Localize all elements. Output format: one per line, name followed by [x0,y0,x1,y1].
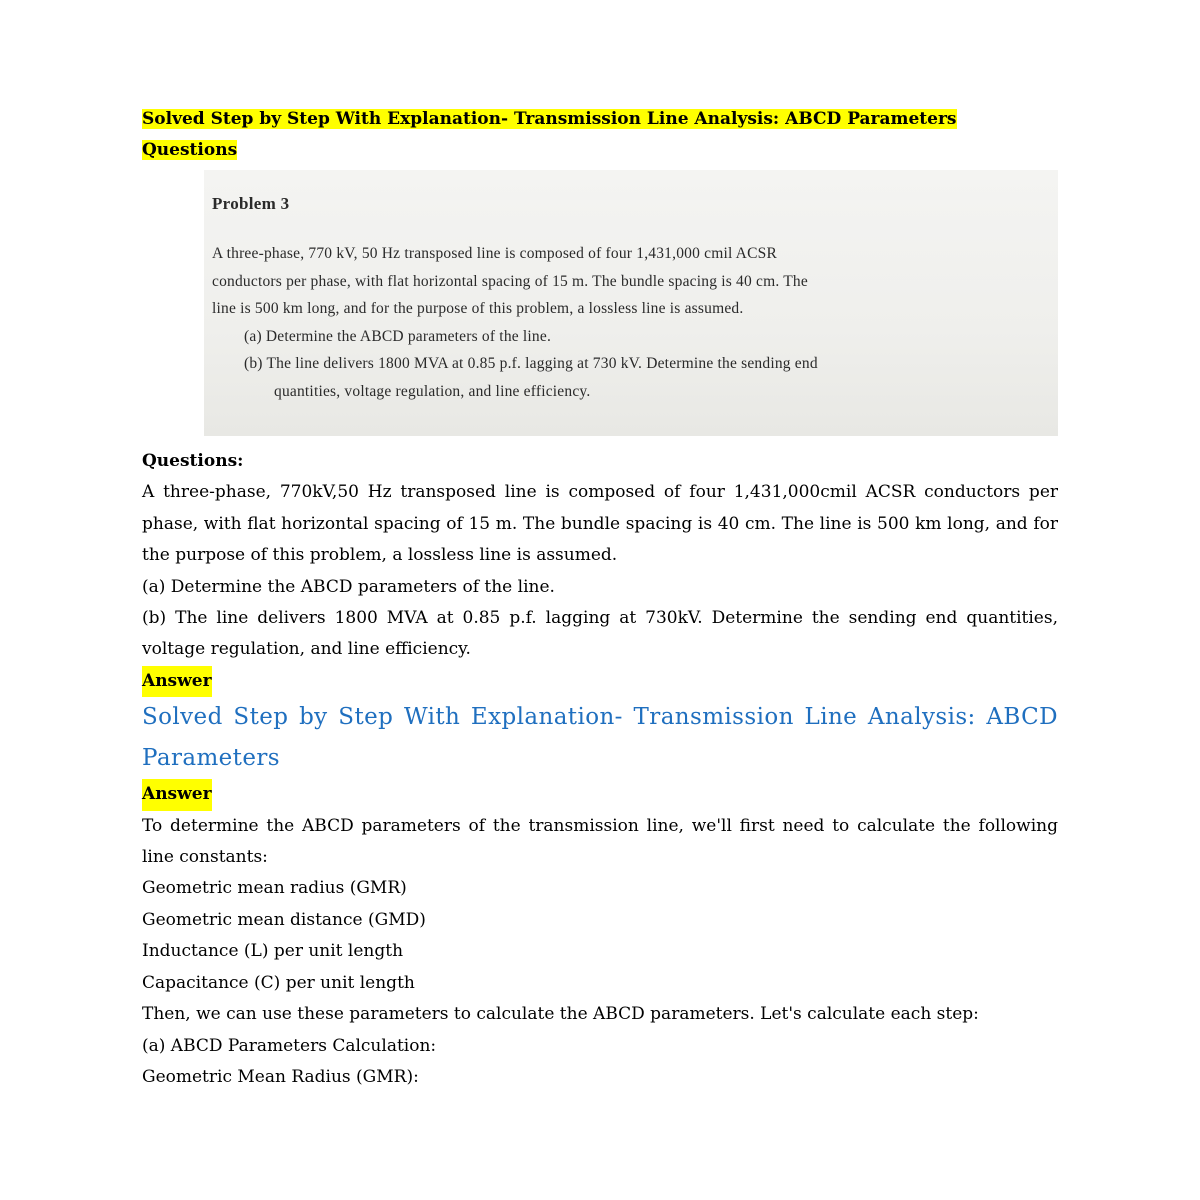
answer-then: Then, we can use these parameters to calculate the ABCD parameters. Let's calculate each step: [142,1004,979,1025]
title-line-2: Questions [142,140,238,160]
problem-line: (b) The line delivers 1800 MVA at 0.85 p.f. lagging at 730 kV. Determine the sending end [244,355,818,372]
problem-line: quantities, voltage regulation, and line efficiency. [274,382,591,400]
questions-heading: Questions: [142,451,244,471]
problem-scan-image [204,170,1058,436]
question-part-a: (a) Determine the ABCD parameters of the line. [142,576,555,597]
problem-line: line is 500 km long, and for the purpose of this problem, a lossless line is assumed. [212,300,744,317]
list-item: Geometric mean radius (GMR) [142,878,407,899]
problem-line: (a) Determine the ABCD parameters of the line. [244,327,552,345]
section-heading: Solved Step by Step With Explanation- Transmission Line Analysis: ABCD Parameters [142,704,1058,772]
answer-label: Answer [142,666,212,697]
questions-paragraph: A three-phase, 770kV,50 Hz transposed line is composed of four 1,431,000cmil ACSR conductors per phase, with flat horizontal spacing of 15 m. The bundle spacing is 40 cm. The line is 500 km long, and for the purpose of this problem, a lossless line is assumed. [142,482,1058,566]
document-body [142,446,1058,1093]
title-line-1: Solved Step by Step With Explanation- Transmission Line Analysis: ABCD Parameters [142,109,957,129]
question-part-b: (b) The line delivers 1800 MVA at 0.85 p.f. lagging at 730kV. Determine the sending end quantities, voltage regulation, and line efficiency. [142,608,1058,660]
gmr-heading: Geometric Mean Radius (GMR): [142,1066,419,1087]
list-item: Geometric mean distance (GMD) [142,909,426,930]
document-title [142,104,1058,166]
problem-title: Problem 3 [212,194,290,213]
list-item: Capacitance (C) per unit length [142,972,415,993]
list-item: Inductance (L) per unit length [142,941,404,962]
problem-line: A three-phase, 770 kV, 50 Hz transposed line is composed of four 1,431,000 cmil ACSR [212,245,777,262]
answer-intro: To determine the ABCD parameters of the transmission line, we'll first need to calculate the following line constants: [142,815,1058,868]
answer-label: Answer [142,779,212,810]
answer-section-a: (a) ABCD Parameters Calculation: [142,1035,437,1056]
problem-line: conductors per phase, with flat horizontal spacing of 15 m. The bundle spacing is 40 cm. The [212,272,808,290]
